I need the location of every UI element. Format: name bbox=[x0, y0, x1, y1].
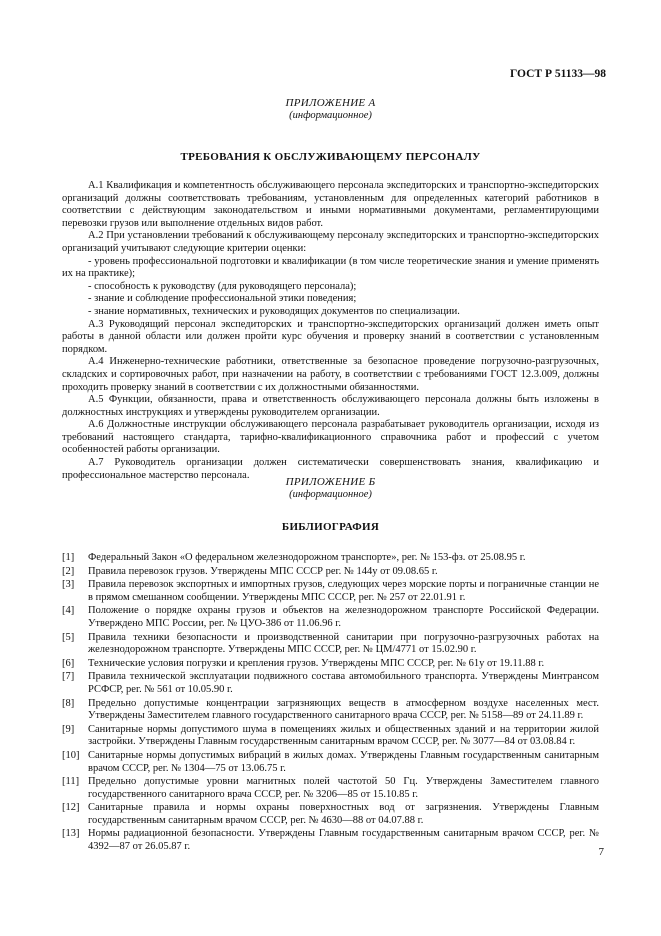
item-number: [8] bbox=[62, 697, 75, 709]
bibliography-item bbox=[62, 566, 599, 579]
bibliography-heading: БИБЛИОГРАФИЯ bbox=[281, 521, 380, 533]
item-text: Правила технической эксплуатации подвижного состава автомобильного транспорта. Утверждены Минтрансом РСФСР, рег. № 561 от 10.05.90 г. bbox=[88, 671, 599, 695]
criteria-item: - знание и соблюдение профессиональной этики поведения; bbox=[88, 293, 357, 305]
bibliography-list bbox=[62, 552, 599, 855]
item-text: Предельно допустимые уровни магнитных полей частотой 50 Гц. Утверждены Заместителем главного государственного санитарного врача СССР, рег. № 3206—85 от 15.10.85 г. bbox=[88, 776, 599, 800]
bibliography-item bbox=[62, 750, 599, 775]
appendix-a-heading: ТРЕБОВАНИЯ К ОБСЛУЖИВАЮЩЕМУ ПЕРСОНАЛУ bbox=[180, 151, 481, 163]
paragraph-a7: А.7 Руководитель организации должен систематически совершенствовать знания, квалификацию и профессиональное мастерство персонала. bbox=[62, 457, 599, 481]
paragraph-a4: А.4 Инженерно-технические работники, ответственные за безопасное проведение погрузочно-разгрузочных, складских и сортировочных работ, при назначении на работу, в соответствии с требованиями ГОСТ 12.3.009, должны проходить проверку знаний в соответствии с их должностными обязанностями. bbox=[62, 356, 599, 393]
appendix-b-subtitle: (информационное) bbox=[289, 488, 372, 500]
item-text: Правила техники безопасности и производственной санитарии при погрузочно-разгрузочных работах на железнодорожном транспорте. Утверждены МПС СССР, рег. № ЦМ/4771 от 15.02.90 г. bbox=[88, 631, 599, 656]
item-text: Предельно допустимые концентрации загрязняющих веществ в атмосферном воздухе населенных мест. Утверждены Заместителем главного государственного санитарного врача СССР, рег. № 5158—89 от 24.11.89 г. bbox=[88, 697, 599, 722]
bibliography-item bbox=[62, 632, 599, 657]
bibliography-item bbox=[62, 552, 599, 565]
bibliography-item bbox=[62, 802, 599, 827]
criteria-item: - знание нормативных, технических и руководящих документов по специализации. bbox=[88, 305, 460, 317]
bibliography-item bbox=[62, 658, 599, 671]
appendix-b-label bbox=[62, 476, 599, 501]
item-number: [3] bbox=[62, 579, 75, 591]
bibliography-item bbox=[62, 579, 599, 604]
item-text: Нормы радиационной безопасности. Утверждены Главным государственным санитарным врачом СССР, рег. № 4392—87 от 26.05.87 г. bbox=[88, 828, 599, 853]
appendix-a-body bbox=[62, 180, 599, 482]
paragraph-a6: А.6 Должностные инструкции обслуживающего персонала разрабатывает руководитель организации, исходя из требований настоящего стандарта, тарифно-квалификационного справочника работ и профессий с учетом особенностей работы организации. bbox=[62, 419, 599, 456]
item-number: [4] bbox=[62, 605, 75, 617]
appendix-a-label bbox=[62, 97, 599, 122]
item-number: [12] bbox=[62, 802, 80, 814]
bibliography-item bbox=[62, 828, 599, 853]
appendix-a-subtitle: (информационное) bbox=[289, 109, 372, 121]
item-number: [2] bbox=[62, 565, 75, 577]
page-number: 7 bbox=[598, 846, 604, 858]
bibliography-item bbox=[62, 776, 599, 801]
appendix-a-title: ПРИЛОЖЕНИЕ А bbox=[285, 97, 376, 109]
item-text: Санитарные нормы допустимого шума в помещениях жилых и общественных зданий и на территории жилой застройки. Утверждены Главным государственным санитарным врачом СССР, рег. № 3077—84 от 03.08.84 г. bbox=[88, 723, 599, 748]
item-text: Санитарные правила и нормы охраны поверхностных вод от загрязнения. Утверждены Главным государственным санитарным врачом СССР, рег. № 4630—88 от 04.07.88 г. bbox=[88, 802, 599, 826]
item-text: Санитарные нормы допустимых вибраций в жилых домах. Утверждены Главным государственным санитарным врачом СССР, рег. № 1304—75 от 13.06.75 г. bbox=[88, 749, 599, 774]
bibliography-item bbox=[62, 671, 599, 696]
item-text: Технические условия погрузки и крепления грузов. Утверждены МПС СССР, рег. № 61у от 19.11.88 г. bbox=[88, 657, 545, 669]
item-number: [10] bbox=[62, 749, 80, 761]
item-number: [1] bbox=[62, 552, 75, 563]
criteria-item: - способность к руководству (для руководящего персонала); bbox=[88, 280, 357, 292]
item-number: [9] bbox=[62, 723, 75, 735]
bibliography-item bbox=[62, 605, 599, 630]
bibliography-item bbox=[62, 698, 599, 723]
item-number: [7] bbox=[62, 671, 75, 683]
paragraph-a5: А.5 Функции, обязанности, права и ответственность обслуживающего персонала должны быть изложены в должностных инструкциях и утверждены руководителем организации. bbox=[62, 394, 599, 418]
bibliography-item bbox=[62, 724, 599, 749]
item-text: Положение о порядке охраны грузов и объектов на железнодорожном транспорте Российской Федерации. Утверждено МПС России, рег. № ЦУО-386 от 11.06.96 г. bbox=[88, 605, 599, 629]
item-text: Правила перевозок грузов. Утверждены МПС СССР рег. № 144у от 09.08.65 г. bbox=[88, 565, 438, 577]
paragraph-a1: А.1 Квалификация и компетентность обслуживающего персонала экспедиторских и транспортно-экспедиторских организаций должны соответствовать требованиям, установленным для определенных категорий работников в соответствии с действующим законодательством и иными нормативными документами, регламентирующими перевозки грузов или выполнение отдельных видов работ. bbox=[62, 180, 599, 229]
criteria-item: - уровень профессиональной подготовки и квалификации (в том числе теоретические знания и умение применять их на практике); bbox=[62, 255, 599, 280]
item-text: Федеральный Закон «О федеральном железнодорожном транспорте», рег. № 153-фз. от 25.08.95 г. bbox=[88, 552, 526, 563]
item-text: Правила перевозок экспортных и импортных грузов, следующих через морские порты и пограничные станции не в прямом смешанном сообщении. Утверждены МПС СССР, рег. № 257 от 22.01.91 г. bbox=[88, 579, 599, 603]
paragraph-a3: А.3 Руководящий персонал экспедиторских и транспортно-экспедиторских организаций должен иметь опыт работы в данной области или должен пройти курс обучения и проверку знаний в соответствии с установленным порядком. bbox=[62, 318, 599, 355]
appendix-b-title: ПРИЛОЖЕНИЕ Б bbox=[285, 476, 376, 488]
item-number: [5] bbox=[62, 631, 75, 643]
item-number: [6] bbox=[62, 657, 75, 669]
item-number: [13] bbox=[62, 828, 80, 840]
standard-number: ГОСТ Р 51133—98 bbox=[510, 68, 606, 80]
item-number: [11] bbox=[62, 776, 80, 788]
paragraph-a2: А.2 При установлении требований к обслуживающему персоналу экспедиторских и транспортно-экспедиторских организаций учитывают следующие критерии оценки: bbox=[62, 230, 599, 254]
